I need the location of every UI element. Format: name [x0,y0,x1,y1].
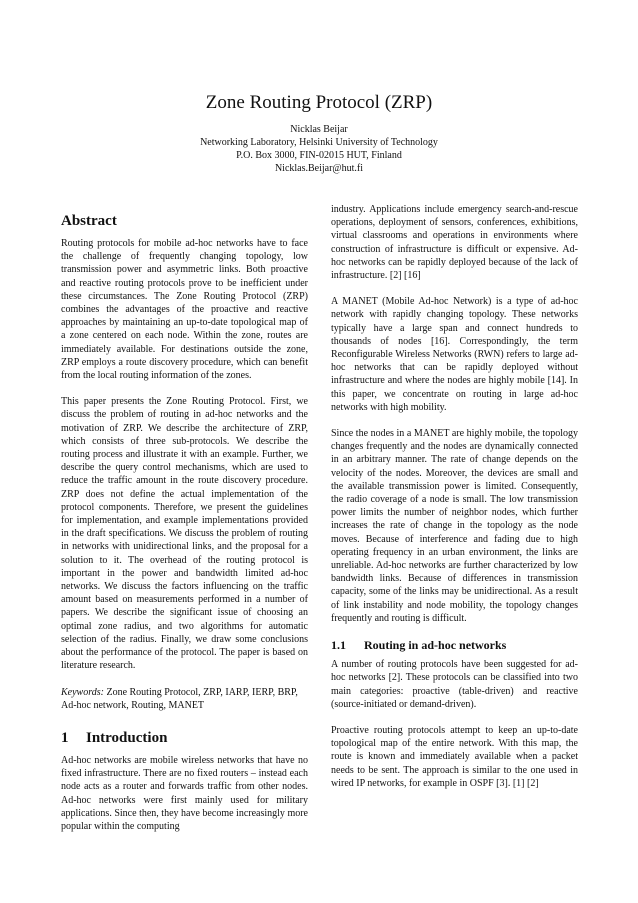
abstract-paragraph-1: Routing protocols for mobile ad-hoc networks have to face the challenge of frequently changing topology, low transmission power and asymmetric links. Both proactive and reactive routing protocols prove to be inefficient under these circumstances. The Zone Routing Protocol (ZRP) combines the advantages of the proactive and reactive approaches by maintaining an up-to-date topological map of a zone centered on each node. Within the zone, routes are immediately available. For destinations outside the zone, ZRP employs a route discovery procedure, which can benefit from the local routing information of the zones. [61,238,308,382]
intro-paragraph-2: A MANET (Mobile Ad-hoc Network) is a type of ad-hoc network with rapidly changing topology. These networks typically have a large span and connect hundreds to thousands of nodes [16]. Correspondingly, the term Reconfigurable Wireless Networks (RWN) refers to large ad-hoc networks that can be rapidly deployed without infrastructure and where the nodes are highly mobile [14]. In this paper, we concentrate on routing in large ad-hoc networks with high mobility. [331,296,578,413]
abstract-heading: Abstract [61,213,117,229]
author-email: Nicklas.Beijar@hut.fi [274,163,364,174]
abstract-paragraph-2: This paper presents the Zone Routing Protocol. First, we discuss the problem of routing in ad-hoc networks and the motivation of ZRP. We describe the architecture of ZRP, which consists of three sub-protocols. We describe the routing process and illustrate it with an example. Further, we describe the query control mechanisms, which are used to reduce the traffic amount in the route discovery procedure. ZRP does not define the actual implementation of the protocol components. Therefore, we present the guidelines for implementation, and example implementations provided in the draft specifications. We discuss the problem of routing in networks with unidirectional links, and the proposal for a solution to it. The overhead of the routing protocol is important in the power and bandwidth limited ad-hoc networks. We discuss the factors influencing on the traffic amount based on measurements performed in a number of papers. We describe the significant issue of choosing an optimal zone radius, and two algorithms for automatic selection of the radius. Finally, we draw some conclusions about the performance of the protocol. The paper is based on literature research. [61,396,308,672]
keywords-label: Keywords: [61,686,104,698]
left-column [61,212,308,846]
routing-heading [331,638,578,653]
author-name: Nicklas Beijar [290,124,348,135]
keywords [61,686,308,712]
author-block [0,123,638,175]
intro-paragraph-1: Ad-hoc networks are mobile wireless networks that have no fixed infrastructure. There are no fixed routers – instead each node acts as a router and forwards traffic from other nodes. Ad-hoc networks were first mainly used for military applications. Since then, they have become increasingly more popular within the computing [61,754,308,832]
author-affiliation: Networking Laboratory, Helsinki University of Technology [200,137,438,148]
right-column [331,203,578,803]
keywords-text: Zone Routing Protocol, ZRP, IARP, IERP, BRP, Ad-hoc network, Routing, MANET [61,686,298,711]
routing-heading-text: Routing in ad-hoc networks [364,638,507,653]
intro-heading [61,729,308,747]
author-address: P.O. Box 3000, FIN-02015 HUT, Finland [236,150,402,161]
routing-section-number: 1.1 [331,638,346,653]
intro-heading-text: Introduction [86,729,168,746]
intro-paragraph-3: Since the nodes in a MANET are highly mobile, the topology changes frequently and the nodes are dynamically connected in an arbitrary manner. The rate of change depends on the velocity of the nodes. Moreover, the devices are small and the available transmission power is limited. Consequently, the radio coverage of a node is small. The low transmission power limits the number of neighbor nodes, which further increases the rate of change in the topology as the node moves. Because of interference and fading due to high operating frequency in an urban environment, the links are unreliable. Ad-hoc networks are further characterized by low bandwidth links. Because of differences in transmission capacity, some of the links may be unidirectional. As a result of link instability and node mobility, the topology changes frequently and routing is difficult. [331,428,578,624]
intro-paragraph-1-continued: industry. Applications include emergency search-and-rescue operations, deployment of sensors, conferences, exhibitions, virtual classrooms and operations in environments where construction of infrastructure is difficult or expensive. Ad-hoc networks can be rapidly deployed because of the lack of infrastructure. [2] [16] [331,204,578,282]
routing-paragraph-1: A number of routing protocols have been suggested for ad-hoc networks [2]. These protocols can be classified into two main categories: proactive (table-driven) and reactive (source-initiated or demand-driven). [331,659,578,710]
routing-paragraph-2: Proactive routing protocols attempt to keep an up-to-date topological map of the entire network. With this map, the route is known and immediately available when a packet needs to be sent. The approach is similar to the one used in wired IP networks, for example in OSPF [3]. [1] [2] [331,724,578,789]
paper-title: Zone Routing Protocol (ZRP) [205,92,433,113]
intro-section-number: 1 [61,729,69,746]
